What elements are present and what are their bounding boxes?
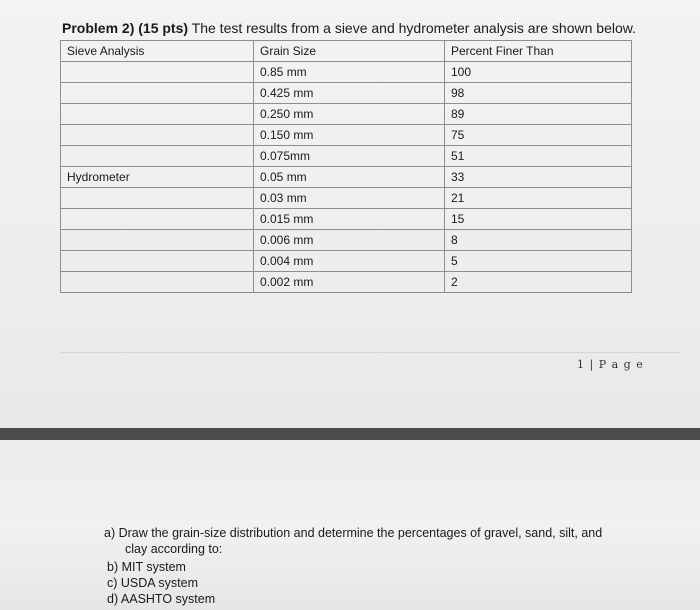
table-cell-grain-size: 0.004 mm: [254, 251, 445, 272]
table-cell-grain-size: 0.425 mm: [254, 83, 445, 104]
header-sieve-analysis: Sieve Analysis: [61, 41, 254, 62]
table-cell-percent: 100: [445, 62, 632, 83]
footer-separator: [60, 352, 680, 353]
question-a-line2: clay according to:: [125, 542, 223, 556]
problem-label: Problem 2) (15 pts): [62, 20, 189, 36]
header-percent-finer: Percent Finer Than: [445, 41, 632, 62]
problem-statement: [62, 20, 682, 36]
table-cell-percent: 15: [445, 209, 632, 230]
table-row: [61, 188, 632, 209]
table-row: [61, 62, 632, 83]
table-cell-grain-size: 0.250 mm: [254, 104, 445, 125]
table-cell-method: Hydrometer: [61, 167, 254, 188]
table-cell-method: [61, 62, 254, 83]
table-cell-grain-size: 0.05 mm: [254, 167, 445, 188]
table-cell-method: [61, 188, 254, 209]
table-cell-grain-size: 0.075mm: [254, 146, 445, 167]
question-b: b) MIT system: [107, 560, 186, 574]
question-a-line1: a) Draw the grain-size distribution and determine the percentages of gravel, sand, silt, and: [104, 526, 603, 540]
table-row: [61, 125, 632, 146]
table-row: [61, 104, 632, 125]
page-number: 1 | P a g e: [577, 358, 644, 371]
table-cell-method: [61, 272, 254, 293]
table-cell-percent: 5: [445, 251, 632, 272]
table-cell-method: [61, 104, 254, 125]
table-cell-method: [61, 251, 254, 272]
table-cell-percent: 98: [445, 83, 632, 104]
table-row: [61, 272, 632, 293]
table-row: [61, 83, 632, 104]
table-row: [61, 167, 632, 188]
header-grain-size: Grain Size: [254, 41, 445, 62]
problem-text: The test results from a sieve and hydrometer analysis are shown below.: [188, 20, 636, 36]
table-cell-grain-size: 0.006 mm: [254, 230, 445, 251]
table-cell-method: [61, 125, 254, 146]
table-row: [61, 230, 632, 251]
table-row: [61, 251, 632, 272]
table-cell-grain-size: 0.015 mm: [254, 209, 445, 230]
table-cell-percent: 75: [445, 125, 632, 146]
table-cell-percent: 33: [445, 167, 632, 188]
results-table: [60, 40, 632, 293]
question-d: d) AASHTO system: [107, 592, 216, 606]
page-two: [0, 440, 700, 610]
table-cell-percent: 2: [445, 272, 632, 293]
table-cell-method: [61, 230, 254, 251]
table-cell-grain-size: 0.85 mm: [254, 62, 445, 83]
table-cell-method: [61, 83, 254, 104]
table-row: [61, 146, 632, 167]
table-cell-percent: 51: [445, 146, 632, 167]
table-cell-grain-size: 0.002 mm: [254, 272, 445, 293]
question-c: c) USDA system: [107, 576, 198, 590]
table-cell-grain-size: 0.150 mm: [254, 125, 445, 146]
table-header-row: [61, 41, 632, 62]
page-break-bar: [0, 428, 700, 440]
table-cell-grain-size: 0.03 mm: [254, 188, 445, 209]
table-cell-percent: 21: [445, 188, 632, 209]
table-cell-percent: 8: [445, 230, 632, 251]
table-row: [61, 209, 632, 230]
table-cell-percent: 89: [445, 104, 632, 125]
table-cell-method: [61, 146, 254, 167]
table-cell-method: [61, 209, 254, 230]
